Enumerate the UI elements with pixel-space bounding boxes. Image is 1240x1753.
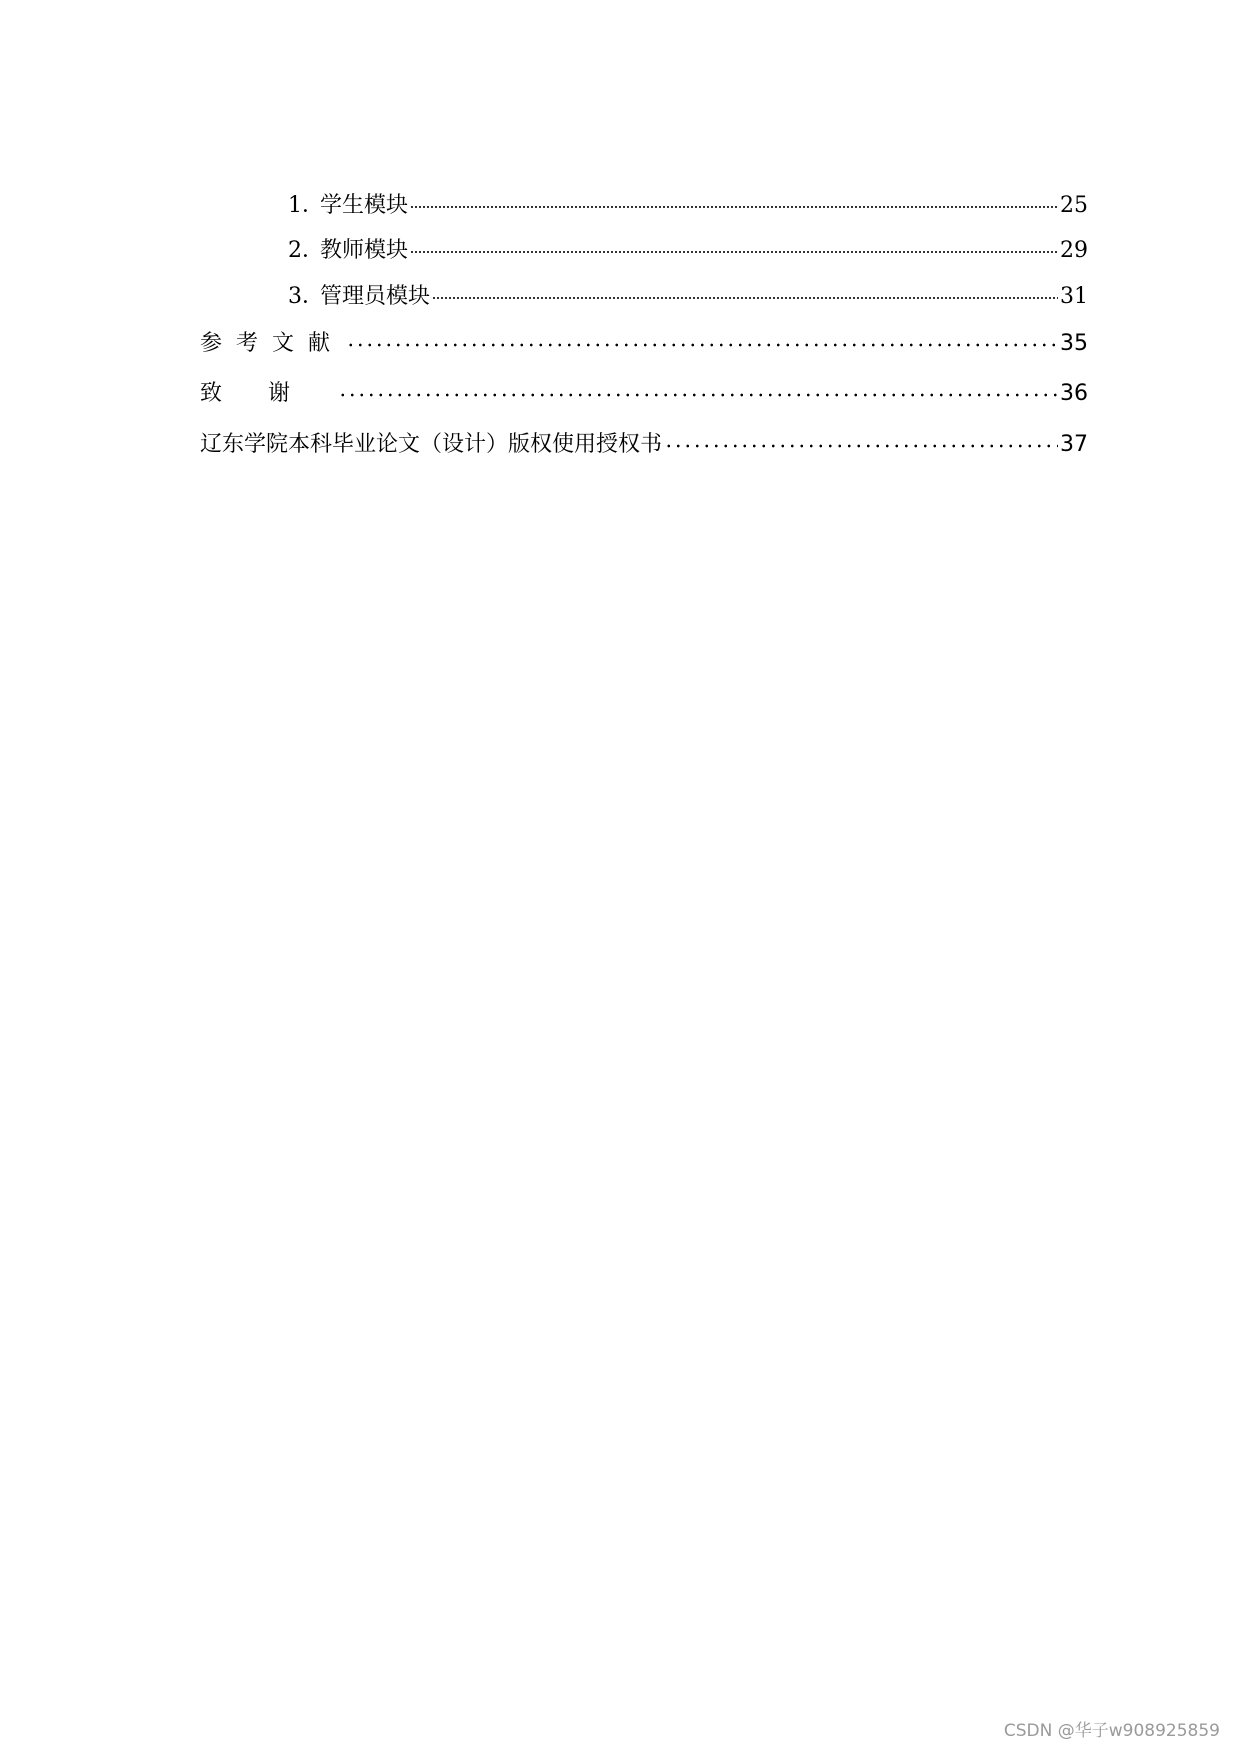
toc-entry-title: 管理员模块 [320, 284, 431, 309]
toc-entry-student-module[interactable] [288, 188, 1088, 219]
toc-entry-references[interactable] [200, 326, 1088, 357]
toc-entry-page: 36 [1060, 381, 1088, 406]
dot-leader [338, 379, 1058, 401]
toc-entry-title: 教师模块 [320, 238, 409, 263]
toc-entry-teacher-module[interactable] [288, 233, 1088, 264]
toc-entry-page: 31 [1060, 284, 1088, 309]
watermark: CSDN @华子w908925859 [1003, 1721, 1220, 1741]
dot-leader [410, 191, 1058, 213]
toc-entry-number: 1． [288, 193, 324, 218]
toc-entry-page: 29 [1060, 238, 1088, 263]
dot-leader [432, 282, 1058, 304]
toc-entry-page: 25 [1060, 193, 1088, 218]
toc-entry-copyright-authorization[interactable] [200, 427, 1088, 458]
toc-entry-title: 参考文献 [200, 331, 345, 356]
toc-entry-title: 学生模块 [320, 193, 409, 218]
toc-entry-admin-module[interactable] [288, 279, 1088, 310]
dot-leader [664, 430, 1058, 452]
toc-entry-acknowledgements[interactable] [200, 376, 1088, 407]
toc-entry-number: 2． [288, 238, 324, 263]
toc-entry-number: 3． [288, 284, 324, 309]
toc-entry-title: 致谢 [200, 381, 337, 406]
dot-leader [346, 329, 1058, 351]
toc-entry-title: 辽东学院本科毕业论文（设计）版权使用授权书 [200, 432, 663, 457]
toc-entry-page: 35 [1060, 331, 1088, 356]
dot-leader [410, 236, 1058, 258]
toc-entry-page: 37 [1060, 432, 1088, 457]
